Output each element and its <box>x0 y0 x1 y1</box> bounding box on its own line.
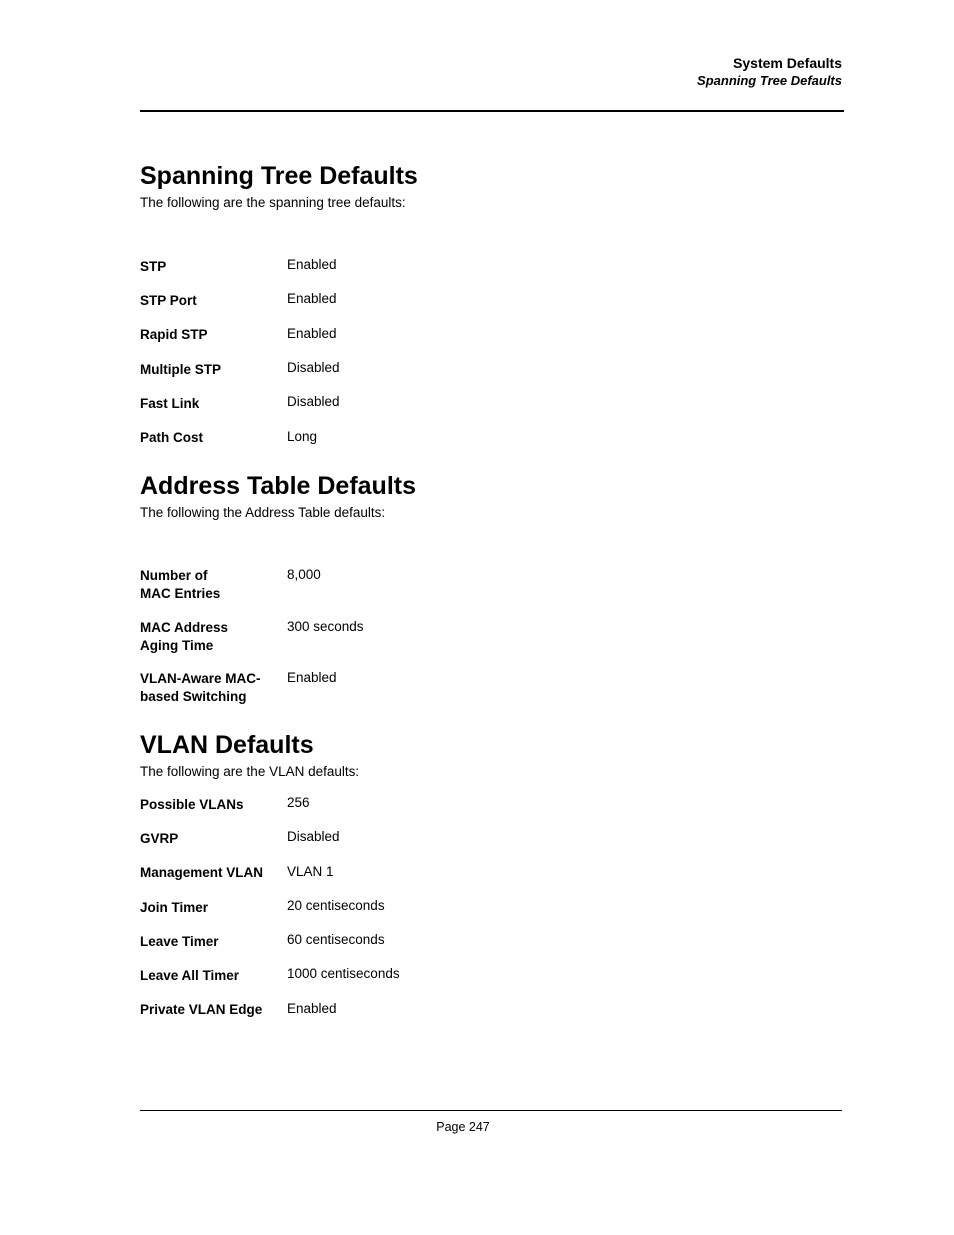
row-value: Long <box>287 429 318 444</box>
row-label: Possible VLANs <box>140 797 244 812</box>
row-label: STP Port <box>140 293 197 308</box>
section-heading-address-table: Address Table Defaults <box>140 472 417 500</box>
row-label: Multiple STP <box>140 362 221 377</box>
row-value: VLAN 1 <box>287 864 334 879</box>
row-value: Enabled <box>287 291 337 306</box>
row-value: 256 <box>287 795 310 810</box>
row-value: Enabled <box>287 670 337 685</box>
page-number: Page 247 <box>436 1120 490 1134</box>
section-intro-spanning-tree: The following are the spanning tree defaults: <box>140 195 406 210</box>
row-value: Disabled <box>287 360 340 375</box>
row-label: MAC Address Aging Time <box>140 620 229 653</box>
section-intro-vlan: The following are the VLAN defaults: <box>140 764 360 779</box>
row-value: Enabled <box>287 326 337 341</box>
section-heading-vlan: VLAN Defaults <box>140 731 314 759</box>
row-label: Rapid STP <box>140 327 208 342</box>
row-value: Enabled <box>287 1001 337 1016</box>
header-divider <box>140 110 844 112</box>
row-label: Path Cost <box>140 430 204 445</box>
running-header-title: System Defaults <box>733 55 842 71</box>
row-value: Disabled <box>287 829 340 844</box>
row-label: Private VLAN Edge <box>140 1002 263 1017</box>
footer-divider <box>140 1110 842 1111</box>
row-label: Management VLAN <box>140 865 264 880</box>
row-value: 60 centiseconds <box>287 932 385 947</box>
row-value: 8,000 <box>287 567 321 582</box>
row-value: Disabled <box>287 394 340 409</box>
row-label: VLAN-Aware MAC-based Switching <box>140 671 261 704</box>
section-intro-address-table: The following the Address Table defaults: <box>140 505 386 520</box>
row-value: 300 seconds <box>287 619 364 634</box>
row-value: 1000 centiseconds <box>287 966 400 981</box>
row-label: STP <box>140 259 167 274</box>
row-label: GVRP <box>140 831 179 846</box>
row-label: Fast Link <box>140 396 200 411</box>
row-label: Leave All Timer <box>140 968 240 983</box>
row-label: Number of MAC Entries <box>140 568 221 601</box>
row-value: 20 centiseconds <box>287 898 385 913</box>
row-label: Join Timer <box>140 900 209 915</box>
row-label: Leave Timer <box>140 934 219 949</box>
section-heading-spanning-tree: Spanning Tree Defaults <box>140 162 418 190</box>
running-header-subtitle: Spanning Tree Defaults <box>697 73 842 88</box>
row-value: Enabled <box>287 257 337 272</box>
